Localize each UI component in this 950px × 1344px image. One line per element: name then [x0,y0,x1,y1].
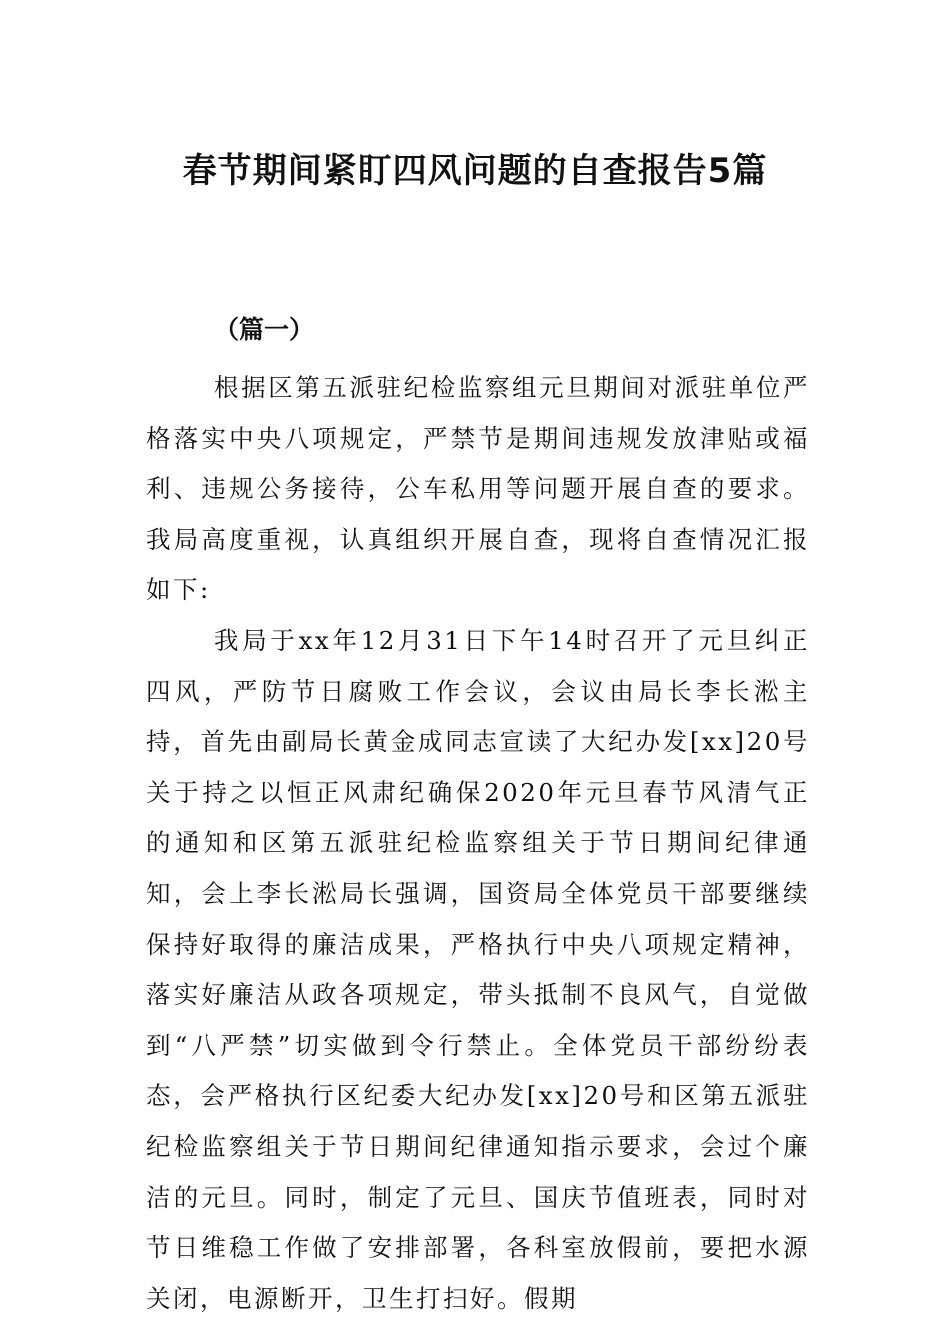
paragraph-intro: 根据区第五派驻纪检监察组元旦期间对派驻单位严格落实中央八项规定，严禁节是期间违规发放津贴或福利、违规公务接待，公车私用等问题开展自查的要求。我局高度重视，认真组织开展自查，现将自查情况汇报如下: [146,373,810,605]
document-body [146,363,810,1324]
paragraph-meeting: 我局于xx年12月31日下午14时召开了元旦纠正四风，严防节日腐败工作会议，会议由局长李长淞主持，首先由副局长黄金成同志宣读了大纪办发[xx]20号关于持之以恒正风肃纪确保2020年元旦春节风清气正的通知和区第五派驻纪检监察组关于节日期间纪律通知，会上李长淞局长强调，国资局全体党员干部要继续保持好取得的廉洁成果，严格执行中央八项规定精神，落实好廉洁从政各项规定，带头抵制不良风气，自觉做到“八严禁”切实做到令行禁止。全体党员干部纷纷表态，会严格执行区纪委大纪办发[xx]20号和区第五派驻纪检监察组关于节日期间纪律通知指示要求，会过个廉洁的元旦。同时，制定了元旦、国庆节值班表，同时对节日维稳工作做了安排部署，各科室放假前，要把水源关闭，电源断开，卫生打扫好。假期 [146,625,810,1313]
section-heading: （篇一） [214,315,315,344]
document-title: 春节期间紧盯四风问题的自查报告5篇 [182,151,768,191]
